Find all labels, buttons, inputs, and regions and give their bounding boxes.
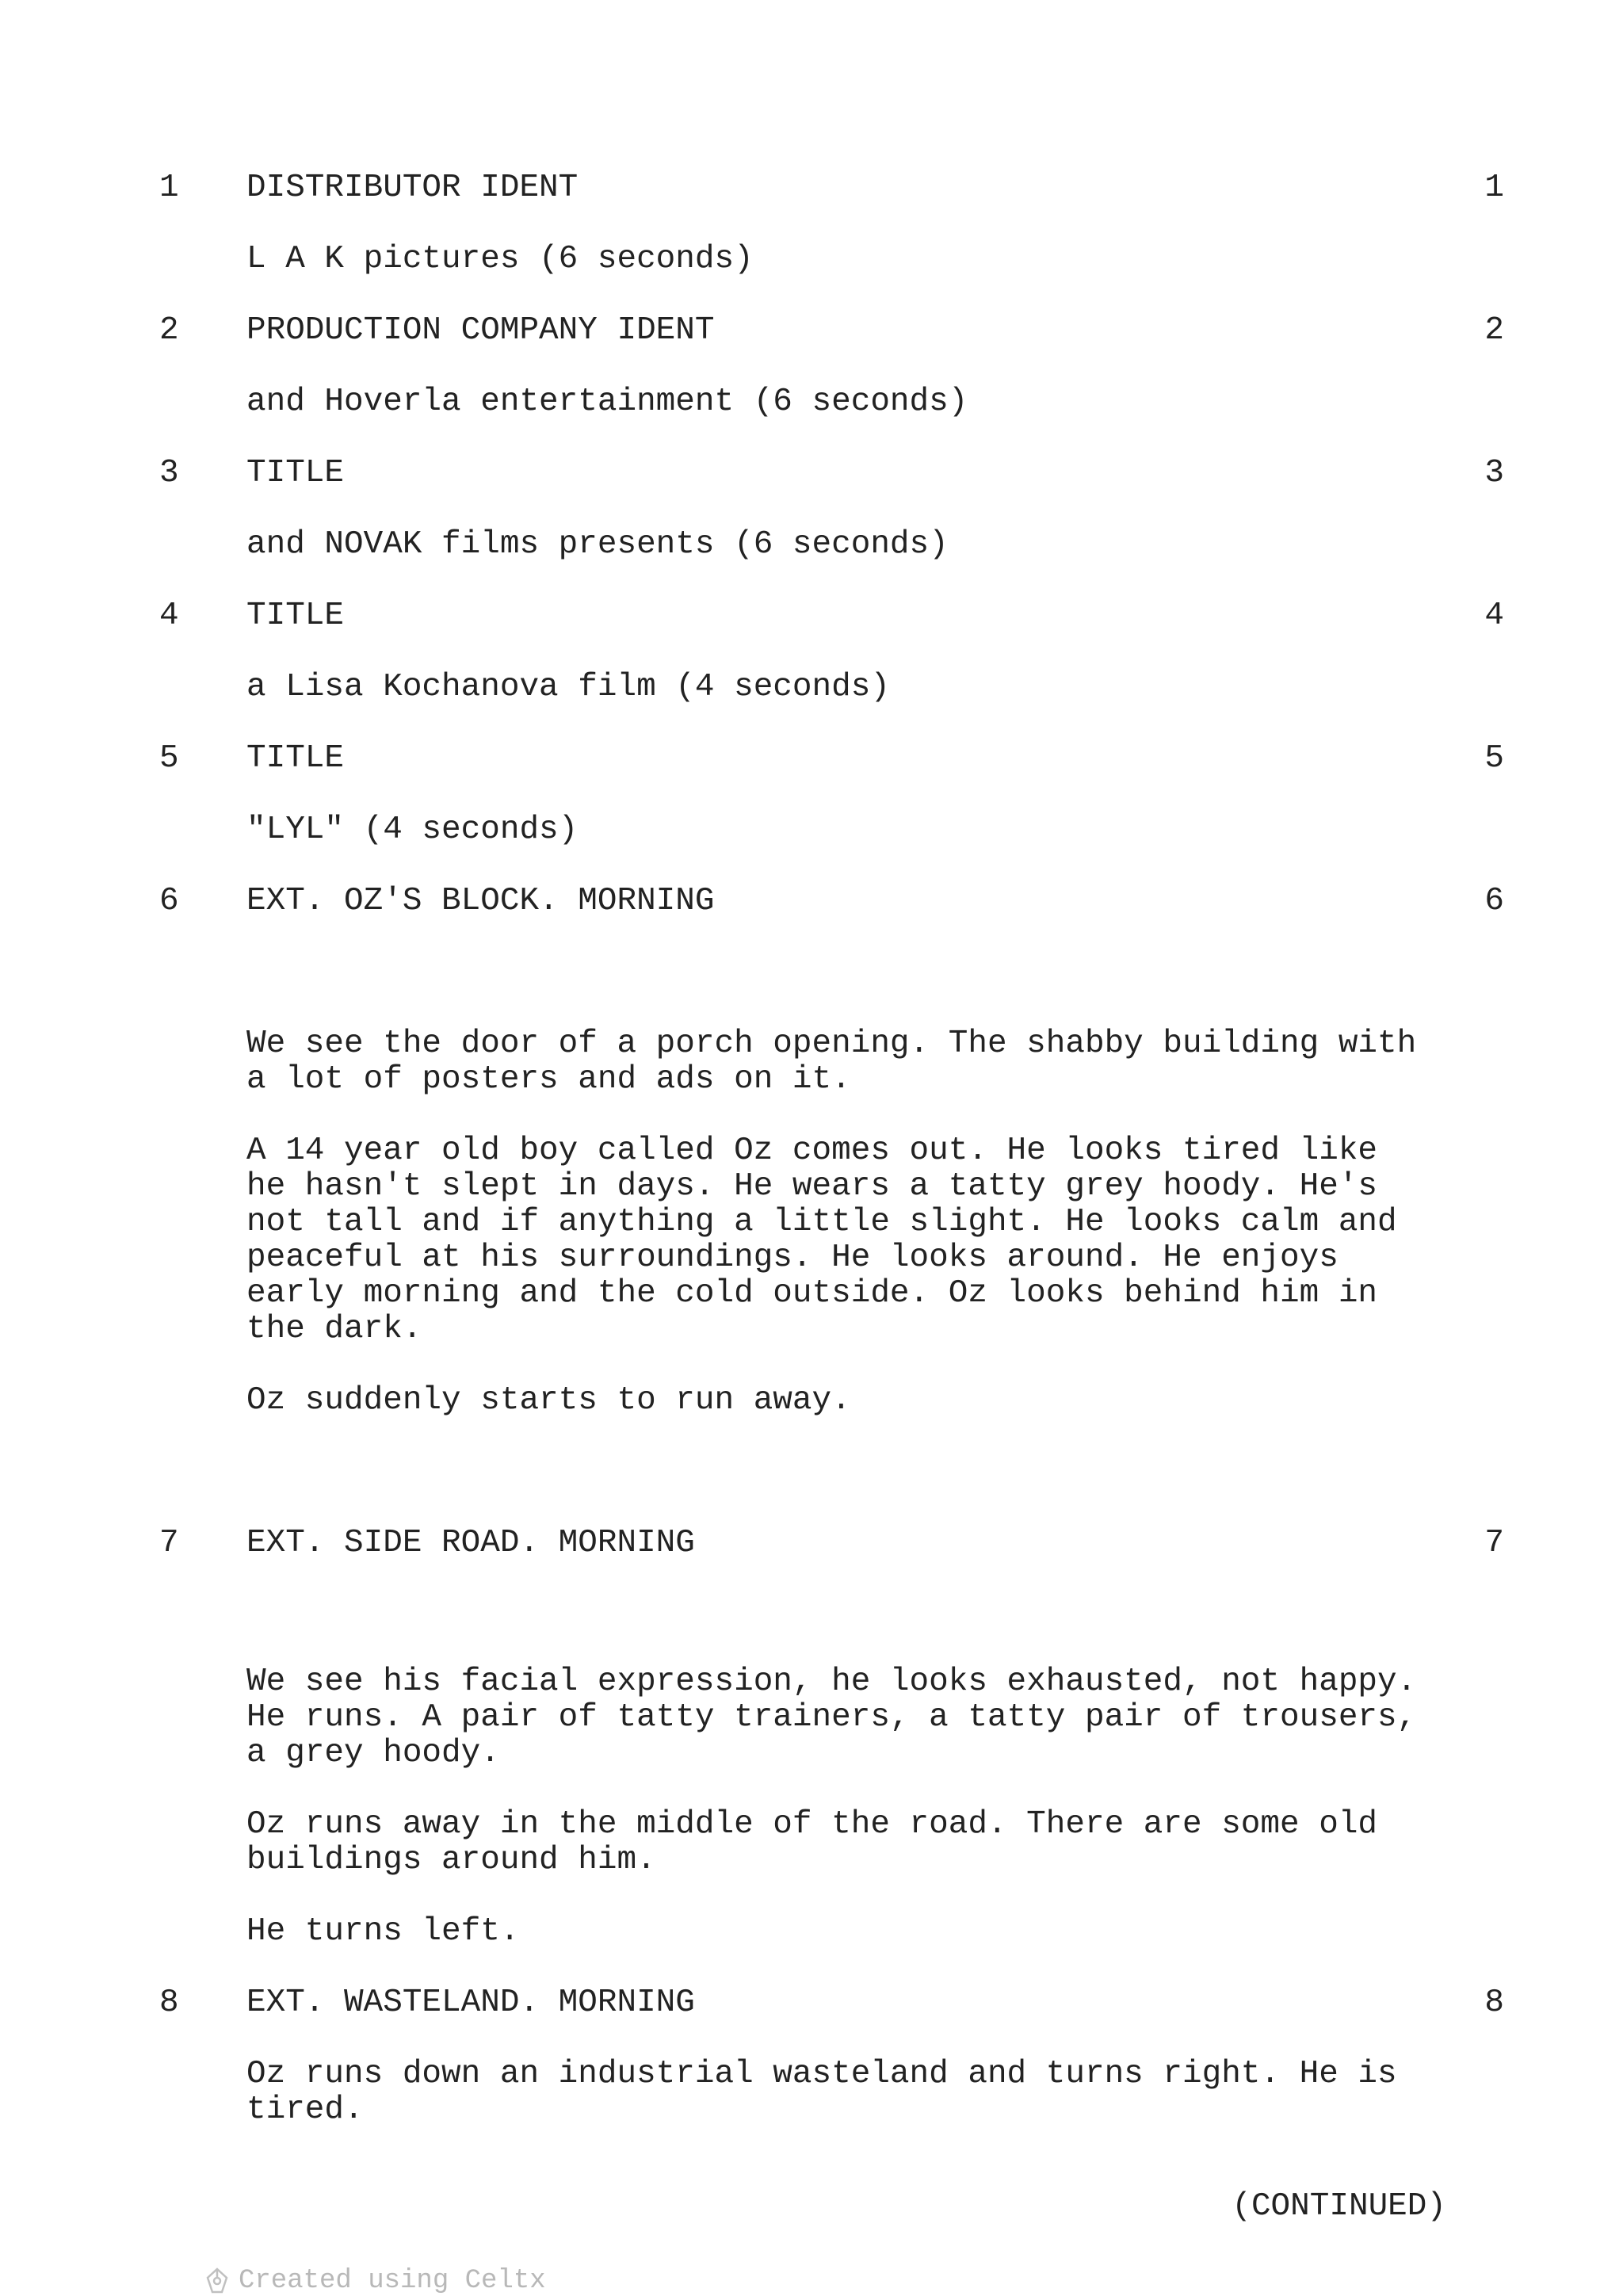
scene-number-right: 2	[1484, 312, 1504, 349]
action-text: L A K pictures (6 seconds)	[246, 241, 754, 277]
scene-number-right: 8	[1484, 1985, 1504, 2021]
scene-number-right: 6	[1484, 883, 1504, 919]
scene-heading: TITLE	[246, 455, 345, 491]
action-text: Oz suddenly starts to run away.	[246, 1382, 851, 1419]
scene-number-right: 5	[1484, 740, 1504, 777]
scene-number-left: 3	[159, 455, 179, 491]
action-text: a Lisa Kochanova film (4 seconds)	[246, 669, 890, 705]
scene-number-right: 1	[1484, 170, 1504, 206]
action-text: and Hoverla entertainment (6 seconds)	[246, 384, 968, 420]
scene-number-right: 3	[1484, 455, 1504, 491]
scene-number-left: 6	[159, 883, 179, 919]
scene-heading: EXT. OZ'S BLOCK. MORNING	[246, 883, 715, 919]
scene-heading: EXT. WASTELAND. MORNING	[246, 1985, 695, 2021]
scene-number-right: 4	[1484, 598, 1504, 634]
scene-number-left: 5	[159, 740, 179, 777]
scene-heading: DISTRIBUTOR IDENT	[246, 170, 579, 206]
scene-heading: PRODUCTION COMPANY IDENT	[246, 312, 715, 349]
scene-heading: EXT. SIDE ROAD. MORNING	[246, 1525, 695, 1561]
action-text: Oz runs down an industrial wasteland and turns right. He is tired.	[246, 2056, 1397, 2128]
scene-heading: TITLE	[246, 598, 345, 634]
action-text: We see the door of a porch opening. The shabby building with a lot of posters and ads on it.	[246, 1026, 1417, 1098]
scene-heading: TITLE	[246, 740, 345, 777]
continued-marker: (CONTINUED)	[1232, 2188, 1446, 2225]
footer-text: Created using Celtx	[239, 2266, 546, 2296]
action-text: Oz runs away in the middle of the road. There are some old buildings around him.	[246, 1806, 1378, 1878]
action-text: and NOVAK films presents (6 seconds)	[246, 526, 949, 563]
celtx-logo-icon	[205, 2267, 229, 2294]
scene-number-left: 2	[159, 312, 179, 349]
scene-number-left: 8	[159, 1985, 179, 2021]
scene-number-left: 7	[159, 1525, 179, 1561]
footer	[205, 2267, 546, 2295]
action-text: "LYL" (4 seconds)	[246, 812, 579, 848]
scene-number-right: 7	[1484, 1525, 1504, 1561]
action-text: A 14 year old boy called Oz comes out. He looks tired like he hasn't slept in days. He wears a tatty grey hoody. He's not tall and if anything a little slight. He looks calm and peaceful at his surroundings. He looks around. He enjoys early morning and the cold outside. Oz looks behind him in the dark.	[246, 1133, 1397, 1347]
scene-number-left: 1	[159, 170, 179, 206]
action-text: We see his facial expression, he looks exhausted, not happy. He runs. A pair of tatty trainers, a tatty pair of trousers, a grey hoody.	[246, 1664, 1417, 1771]
action-text: He turns left.	[246, 1913, 520, 1950]
scene-number-left: 4	[159, 598, 179, 634]
